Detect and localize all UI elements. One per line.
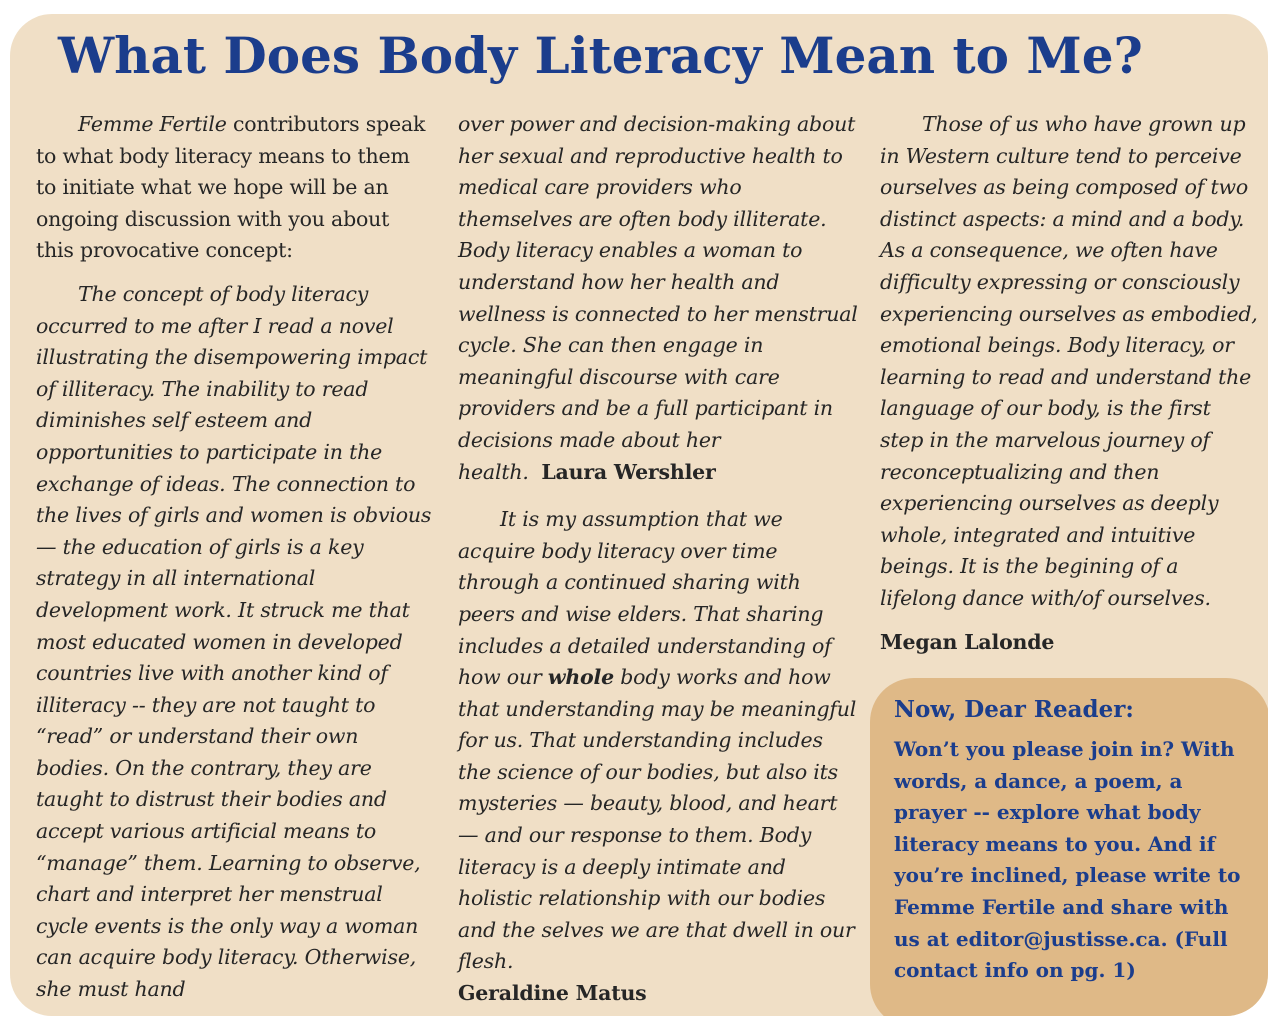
column-2 [458, 109, 858, 1010]
essay-1-author: Laura Wershler [541, 459, 716, 484]
intro-text: contributors speak to what body literacy means to them to initiate what we hope will be an ongoing discussion with you about this provocative concept: [36, 112, 426, 263]
essay-2-author: Geraldine Matus [458, 981, 647, 1006]
essay-2-paragraph [458, 504, 858, 978]
essay-1-continued-text: over power and decision-making about her sexual and reproductive health to medical care providers who themselves are often body illiterate. Body literacy enables a woman to understand how her health and wellness is connected to her menstrual cycle. She can then engage in meaningful discourse with care providers and be a full participant in decisions made about her health. [458, 112, 858, 484]
essay-2-text-after: body works and how that understanding may be meaningful for us. That understanding includes the science of our bodies, but also its mysteries — beauty, blood, and heart — and our response to them. Body literacy is a deeply intimate and holistic relationship with our bodies and the selves we are that dwell in our flesh. [458, 665, 857, 974]
essay-2-text-before: It is my assumption that we acquire body literacy over time through a continued sharing with peers and wise elders. That sharing includes a detailed understanding of how our [458, 507, 832, 690]
article-title: What Does Body Literacy Mean to Me? [58, 26, 1143, 85]
reader-callout-box [870, 678, 1268, 1016]
essay-1-paragraph: The concept of body literacy occurred to me after I read a novel illustrating the disempowering impact of illiteracy. The inability to read diminishes self esteem and opportunities to participate in the exchange of ideas. The connection to the lives of girls and women is obvious — the education of girls is a key strategy in all international development work. It struck me that most educated women in developed countries live with another kind of illiteracy -- they are not taught to “read” or understand their own bodies. On the contrary, they are taught to distrust their bodies and accept various artificial means to “manage” them. Learning to observe, chart and interpret her menstrual cycle events is the only way a woman can acquire body literacy. Otherwise, she must hand [36, 281, 432, 1002]
column-3 [880, 109, 1260, 658]
column-1 [36, 109, 432, 1006]
callout-body: Won’t you please join in? With words, a dance, a poem, a prayer -- explore what body literacy means to you. And if you’re inclined, please write to Femme Fertile and share with us at editor@justisse.ca. (Full contact info on pg. 1) [894, 737, 1241, 983]
intro-paragraph [36, 109, 432, 267]
essay-1-continued [458, 109, 858, 488]
essay-3-paragraph: Those of us who have grown up in Western culture tend to perceive ourselves as being composed of two distinct aspects: a mind and a body. As a consequence, we often have difficulty expressing or consciously experiencing ourselves as embodied, emotional beings. Body literacy, or learning to read and understand the language of our body, is the first step in the marvelous journey of reconceptualizing and then experiencing ourselves as deeply whole, integrated and intuitive beings. It is the begining of a lifelong dance with/of ourselves. [880, 112, 1258, 610]
publication-name: Femme Fertile [78, 112, 227, 136]
essay-3-author: Megan Lalonde [880, 629, 1055, 654]
essay-2-emphasis: whole [547, 665, 614, 690]
callout-heading: Now, Dear Reader: [894, 696, 1134, 723]
article-panel [10, 14, 1268, 1016]
